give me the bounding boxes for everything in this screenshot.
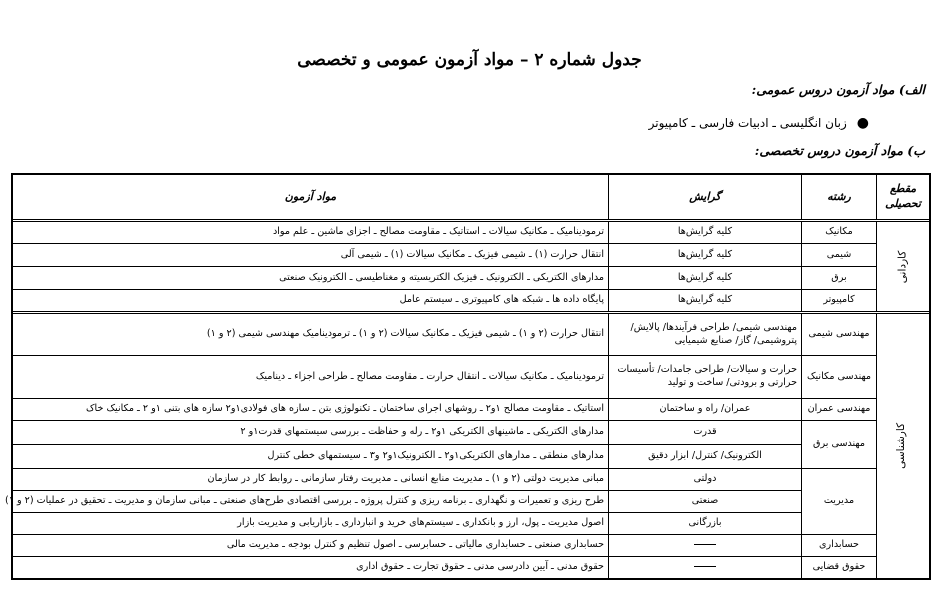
general-subjects-item [649,115,869,131]
subjects-cell: ترمودینامیک ـ مکانیک سیالات ـ انتقال حرارت ـ مقاومت مصالح ـ طراحی اجزاء ـ دینامیک [13,356,609,399]
table-row [13,535,930,557]
spec-cell-empty [609,535,802,557]
table-row [13,421,930,445]
exam-subjects-table [5,174,930,579]
spec-cell: کلیه گرایش‌ها [609,267,802,290]
spec-cell: عمران/ راه و ساختمان [609,399,802,421]
field-cell: مهندسی برق [802,421,877,469]
spec-cell: صنعتی [609,491,802,513]
table-row [13,356,930,399]
table-row [13,445,930,469]
level-cell-associate: کاردانی [877,221,930,313]
subjects-cell: پایگاه داده ها ـ شبکه های کامپیوتری ـ سیستم عامل [13,290,609,313]
field-cell: مهندسی مکانیک [802,356,877,399]
field-cell: کامپیوتر [802,290,877,313]
spec-cell: الکترونیک/ کنترل/ ابزار دقیق [609,445,802,469]
field-cell: مهندسی شیمی [802,313,877,356]
field-cell: مدیریت [802,469,877,535]
table-row [13,244,930,267]
subjects-cell: مدارهای الکتریکی ـ الکترونیک ـ فیزیک الکتریسیته و مغناطیسی ـ الکترونیک صنعتی [13,267,609,290]
page-title: جدول شماره ۲ – مواد آزمون عمومی و تخصصی [297,50,642,70]
dash-mark [694,566,716,567]
table-row [13,557,930,579]
table-row [13,399,930,421]
subjects-cell: انتقال حرارت (۲ و ۱) ـ شیمی فیزیک ـ مکانیک سیالات (۲ و ۱) ـ ترمودینامیک مهندسی شیمی (۲ و ۱) [13,313,609,356]
subjects-cell: انتقال حرارت (۱) ـ شیمی فیزیک ـ مکانیک سیالات (۱) ـ شیمی آلی [13,244,609,267]
subjects-cell: اصول مدیریت ـ پول، ارز و بانکداری ـ سیستم‌های خرید و انبارداری ـ بازاریابی و مدیریت بازار [13,513,609,535]
level-cell-bachelor: کارشناسی [877,313,930,579]
header-level: مقطع تحصیلی [877,175,930,221]
subjects-cell: ترمودینامیک ـ مکانیک سیالات ـ استاتیک ـ مقاومت مصالح ـ اجزای ماشین ـ علم مواد [13,221,609,244]
general-subjects-text: زبان انگلیسی ـ ادبیات فارسی ـ کامپیوتر [648,116,847,130]
field-cell: مکانیک [802,221,877,244]
field-cell: حقوق قضایی [802,557,877,579]
spec-cell: کلیه گرایش‌ها [609,290,802,313]
spec-cell: بازرگانی [609,513,802,535]
spec-cell: کلیه گرایش‌ها [609,221,802,244]
subjects-cell: حسابداری صنعتی ـ حسابداری مالیاتی ـ حسابرسی ـ اصول تنظیم و کنترل بودجه ـ مدیریت مالی [13,535,609,557]
header-specialization: گرایش [609,175,802,221]
field-cell: مهندسی عمران [802,399,877,421]
spec-cell: کلیه گرایش‌ها [609,244,802,267]
field-cell: شیمی [802,244,877,267]
dash-mark [694,544,716,545]
field-cell: حسابداری [802,535,877,557]
table-row [13,221,930,244]
subjects-cell: مدارهای منطقی ـ مدارهای الکتریکی۱و۲ ـ الکترونیک۱و۲ و۳ ـ سیستمهای خطی کنترل [13,445,609,469]
section-general-heading: الف) مواد آزمون دروس عمومی: [751,82,925,97]
spec-cell: قدرت [609,421,802,445]
subjects-cell: مبانی مدیریت دولتی (۲ و ۱) ـ مدیریت منابع انسانی ـ مدیریت رفتار سازمانی ـ روابط کار در سازمان [13,469,609,491]
table-header-row [13,175,930,221]
table-row [13,267,930,290]
section-specialized-heading: ب) مواد آزمون دروس تخصصی: [754,143,925,158]
spec-cell-empty [609,557,802,579]
header-subjects: مواد آزمون [13,175,609,221]
table-row [13,469,930,491]
spec-cell: حرارت و سیالات/ طراحی جامدات/ تأسیسات حرارتی و برودتی/ ساخت و تولید [609,356,802,399]
table-row [13,491,930,513]
bullet-icon: ● [856,115,869,131]
table-row [13,290,930,313]
table-row [13,513,930,535]
subjects-cell: مدارهای الکتریکی ـ ماشینهای الکتریکی ۱و۲ ـ رله و حفاظت ـ بررسی سیستمهای قدرت۱و ۲ [13,421,609,445]
table-row [13,313,930,356]
field-cell: برق [802,267,877,290]
subjects-cell: طرح ریزی و تعمیرات و نگهداری ـ برنامه ریزی و کنترل پروژه ـ بررسی اقتصادی طرح‌های صنعتی ـ مبانی سازمان و مدیریت ـ تحقیق در عملیات (۲ و ۱) [13,491,609,513]
header-field: رشته [802,175,877,221]
spec-cell: مهندسی شیمی/ طراحی فرآیندها/ پالایش/ پتروشیمی/ گاز/ صنایع شیمیایی [609,313,802,356]
spec-cell: دولتی [609,469,802,491]
subjects-cell: حقوق مدنی ـ آیین دادرسی مدنی ـ حقوق تجارت ـ حقوق اداری [13,557,609,579]
subjects-cell: استاتیک ـ مقاومت مصالح ۱و۲ ـ روشهای اجرای ساختمان ـ تکنولوژی بتن ـ سازه های فولادی۱و۲ سازه های بتنی ۱و ۲ ـ مکانیک خاک [13,399,609,421]
